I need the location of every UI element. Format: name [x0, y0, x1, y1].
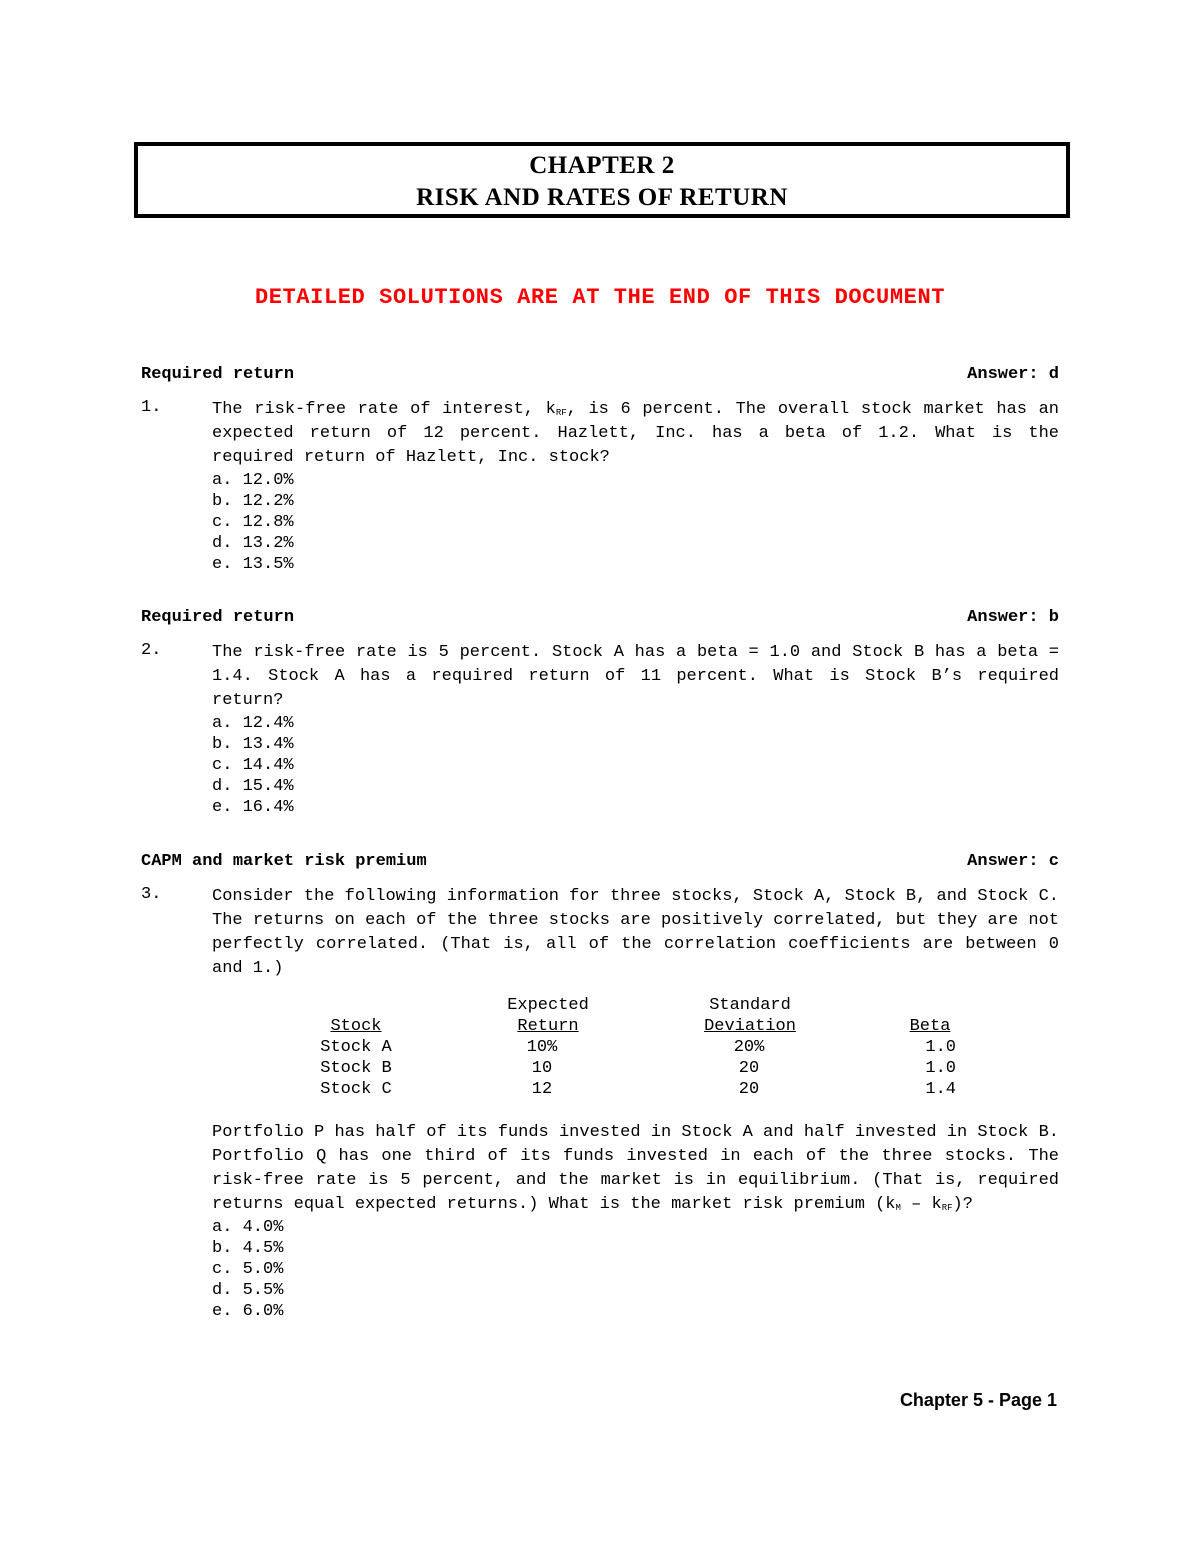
- table-cell: 1.0: [925, 1038, 956, 1057]
- question-3-text-2: Portfolio P has half of its funds invested in Stock A and half invested in Stock B. Portfolio Q has one third of its funds invested in each of the three stocks. The risk-free rate is 5 percent, and the market is in equilibrium. (That is, required returns equal expected returns.) What is the market risk premium $(k_M - k_{RF})$?: [212, 1123, 1059, 1214]
- stock-table: [212, 995, 1059, 1099]
- table-cell: 1.4: [925, 1080, 956, 1099]
- option: b. 12.2%: [212, 492, 294, 511]
- question-3-number: 3.: [141, 885, 162, 904]
- table-cell: 20%: [733, 1038, 765, 1057]
- page-footer: Chapter 5 - Page 1: [899, 1390, 1057, 1410]
- table-header-top: Standard: [709, 996, 791, 1015]
- option: c. 14.4%: [212, 756, 294, 775]
- question-2: [141, 606, 1059, 818]
- option: d. 5.5%: [212, 1281, 284, 1300]
- question-1: [141, 363, 1059, 575]
- table-cell: Stock C: [320, 1080, 392, 1099]
- option: d. 15.4%: [212, 777, 294, 796]
- table-cell: 20: [738, 1080, 760, 1099]
- table-header: Stock: [330, 1017, 382, 1036]
- question-1-answer: Answer: d: [967, 365, 1059, 384]
- option: c. 12.8%: [212, 513, 294, 532]
- option: c. 5.0%: [212, 1260, 284, 1279]
- table-cell: 1.0: [925, 1059, 956, 1078]
- question-2-header: [141, 606, 1059, 630]
- question-1-topic: Required return: [141, 365, 295, 384]
- question-3-options: [212, 1217, 1059, 1322]
- table-header: Deviation: [704, 1017, 796, 1036]
- table-cell: 10: [531, 1059, 553, 1078]
- chapter-number: CHAPTER 2: [529, 152, 675, 179]
- question-1-header: [141, 363, 1059, 387]
- option: b. 4.5%: [212, 1239, 284, 1258]
- table-cell: 20: [738, 1059, 760, 1078]
- question-3-text: Consider the following information for three stocks, Stock A, Stock B, and Stock C. The returns on each of the three stocks are positively correlated, but they are not perfectly correlated. (That is, all of the correlation coefficients are between 0 and 1.): [212, 887, 1059, 978]
- option: a. 4.0%: [212, 1218, 284, 1237]
- table-header: Return: [517, 1017, 579, 1036]
- question-2-number: 2.: [141, 641, 162, 660]
- question-3-header: [141, 850, 1059, 874]
- chapter-title: RISK AND RATES OF RETURN: [416, 184, 788, 211]
- question-2-answer: Answer: b: [967, 608, 1059, 627]
- question-1-text: The risk-free rate of interest, $k_{RF}$, is 6 percent. The overall stock market has an expected return of 12 percent. Hazlett, Inc. has a beta of 1.2. What is the required return of Hazlett, Inc. stock?: [212, 400, 1060, 467]
- question-3-answer: Answer: c: [967, 852, 1059, 871]
- option: a. 12.4%: [212, 714, 294, 733]
- question-3-topic: CAPM and market risk premium: [141, 852, 427, 871]
- table-cell: Stock A: [320, 1038, 392, 1057]
- table-cell: 12: [531, 1080, 553, 1099]
- option: e. 13.5%: [212, 555, 294, 574]
- table-cell: Stock B: [320, 1059, 392, 1078]
- question-2-options: [212, 713, 1059, 818]
- question-1-number: 1.: [141, 398, 162, 417]
- question-1-options: [212, 470, 1059, 575]
- question-3: [141, 850, 1059, 1322]
- solutions-banner: DETAILED SOLUTIONS ARE AT THE END OF THIS DOCUMENT: [254, 285, 946, 310]
- option: b. 13.4%: [212, 735, 294, 754]
- table-header-top: Expected: [507, 996, 589, 1015]
- table-cell: 10%: [526, 1038, 558, 1057]
- option: e. 6.0%: [212, 1302, 284, 1321]
- table-header: Beta: [909, 1017, 951, 1036]
- question-2-topic: Required return: [141, 608, 295, 627]
- option: e. 16.4%: [212, 798, 294, 817]
- question-2-text: The risk-free rate is 5 percent. Stock A has a beta = 1.0 and Stock B has a beta = 1.4. Stock A has a required return of 11 percent. What is Stock B’s required return?: [212, 643, 1059, 710]
- chapter-title-box: [134, 142, 1070, 218]
- option: d. 13.2%: [212, 534, 294, 553]
- option: a. 12.0%: [212, 471, 294, 490]
